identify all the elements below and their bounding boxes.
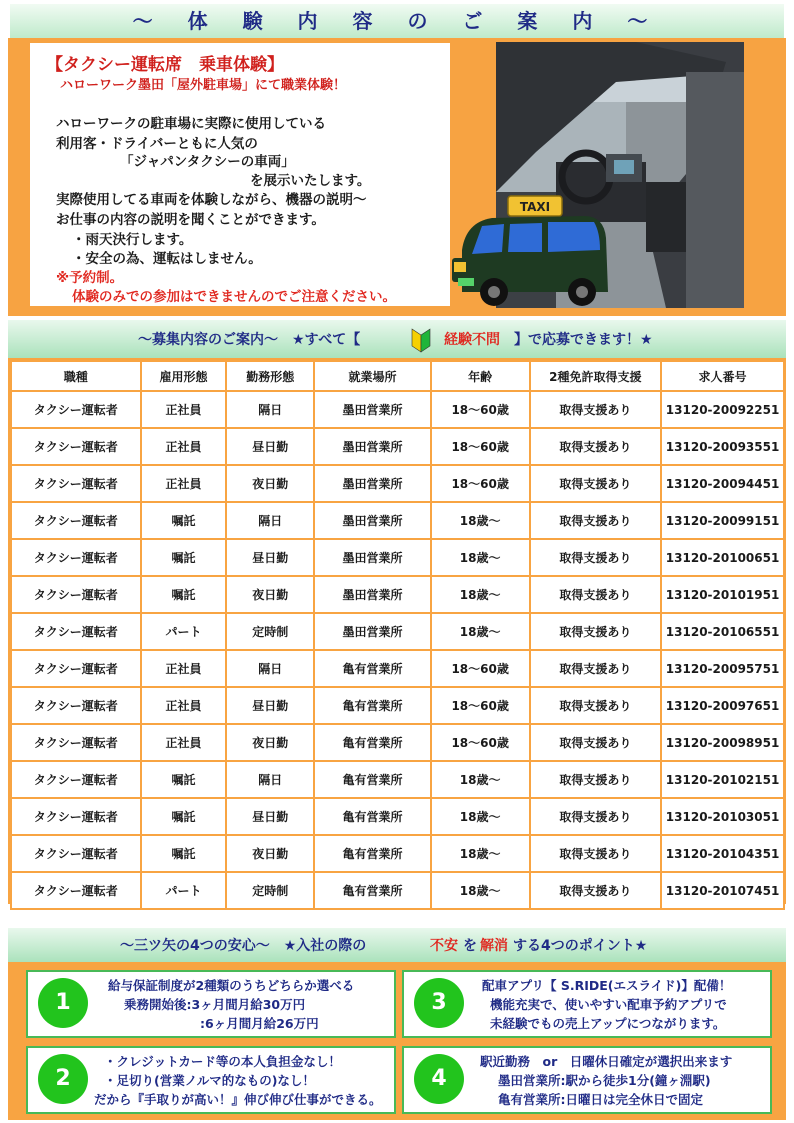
point-box-2 [26,1046,396,1114]
table-cell: 18歳～ [431,761,530,798]
table-row [11,798,784,835]
table-header-row [11,361,784,391]
table-cell: 13120-20094451 [661,465,784,502]
table-cell: 18歳～ [431,835,530,872]
intro-line: 「ジャパンタクシーの車両」 [120,154,295,170]
table-cell: 取得支援あり [530,872,662,909]
participation-note: 体験のみでの参加はできませんのでご注意ください。 [72,289,396,305]
intro-line: ・雨天決行します。 [72,232,193,248]
table-cell: 墨田営業所 [314,428,431,465]
recruit-heading-highlight: 経験不問 [444,332,500,348]
table-cell: 昼日勤 [226,798,314,835]
table-row [11,650,784,687]
table-cell: 18歳～ [431,872,530,909]
column-header: 勤務形態 [226,361,314,391]
point-line: 給与保証制度が2種類のうちどちらか選べる [108,978,355,993]
table-cell: 正社員 [141,724,227,761]
point-line: 乗務開始後:3ヶ月間月給30万円 [124,997,306,1012]
table-cell: 13120-20101951 [661,576,784,613]
table-cell: 取得支援あり [530,761,662,798]
page-banner: ～ 体 験 内 容 の ご 案 内 ～ [10,4,784,38]
table-cell: 亀有営業所 [314,724,431,761]
table-cell: 18歳～ [431,576,530,613]
table-cell: 13120-20099151 [661,502,784,539]
table-row [11,391,784,428]
table-row [11,539,784,576]
table-cell: タクシー運転者 [11,724,141,761]
column-header: 就業場所 [314,361,431,391]
point-number: 2 [38,1054,88,1104]
table-row [11,428,784,465]
table-cell: タクシー運転者 [11,539,141,576]
table-cell: タクシー運転者 [11,872,141,909]
table-cell: タクシー運転者 [11,502,141,539]
point-box-3 [402,970,772,1038]
table-cell: タクシー運転者 [11,613,141,650]
table-cell: 取得支援あり [530,724,662,761]
table-cell: 嘱託 [141,835,227,872]
table-cell: 嘱託 [141,761,227,798]
table-cell: パート [141,613,227,650]
point-line: :6ヶ月間月給26万円 [200,1016,319,1031]
table-cell: 取得支援あり [530,687,662,724]
table-cell: 13120-20107451 [661,872,784,909]
intro-subtitle: ハローワーク墨田「屋外駐車場」にて職業体験！ [60,78,347,93]
table-cell: 隔日 [226,502,314,539]
table-cell: 墨田営業所 [314,502,431,539]
table-cell: 18歳～ [431,798,530,835]
table-cell: 嘱託 [141,576,227,613]
recruit-heading-text-c: 】で応募できます！★ [514,332,653,348]
point-box-1 [26,970,396,1038]
table-cell: タクシー運転者 [11,687,141,724]
table-row [11,761,784,798]
table-cell: 13120-20093551 [661,428,784,465]
table-cell: 定時制 [226,872,314,909]
table-cell: 夜日勤 [226,576,314,613]
table-cell: タクシー運転者 [11,391,141,428]
table-cell: タクシー運転者 [11,761,141,798]
point-line: 未経験でもの売上アップにつながります。 [490,1016,726,1031]
table-cell: 取得支援あり [530,539,662,576]
point-line: 墨田営業所:駅から徒歩1分(鐘ヶ淵駅) [498,1073,711,1088]
point-line: 亀有営業所:日曜日は完全休日で固定 [498,1092,703,1107]
table-cell: 18歳～ [431,613,530,650]
table-cell: 夜日勤 [226,724,314,761]
table-cell: 18歳～ [431,502,530,539]
table-row [11,502,784,539]
column-header: 職種 [11,361,141,391]
table-cell: タクシー運転者 [11,428,141,465]
table-cell: 取得支援あり [530,428,662,465]
table-cell: 夜日勤 [226,465,314,502]
table-cell: 昼日勤 [226,428,314,465]
table-cell: 18～60歳 [431,724,530,761]
table-row [11,576,784,613]
table-cell: 13120-20098951 [661,724,784,761]
table-cell: 正社員 [141,391,227,428]
table-cell: 18歳～ [431,539,530,576]
table-row [11,687,784,724]
point-number: 1 [38,978,88,1028]
point-line: 機能充実で、使いやすい配車予約アプリで [490,997,727,1012]
point-line: 駅近勤務 or 日曜休日確定が選択出来ます [480,1054,733,1069]
table-cell: 13120-20092251 [661,391,784,428]
table-cell: 墨田営業所 [314,613,431,650]
point-box-4 [402,1046,772,1114]
table-cell: 13120-20097651 [661,687,784,724]
table-cell: 墨田営業所 [314,465,431,502]
table-cell: 隔日 [226,650,314,687]
table-cell: 隔日 [226,391,314,428]
point-line: ・足切り(営業ノルマ的なもの)なし！ [104,1073,315,1088]
intro-line: ハローワークの駐車場に実際に使用している [56,116,326,132]
table-cell: 嘱託 [141,798,227,835]
table-cell: 18～60歳 [431,650,530,687]
table-cell: 取得支援あり [530,650,662,687]
taxi-illustration [444,192,614,308]
recruit-heading [8,320,786,360]
points-heading-text-c: を [463,938,477,954]
table-row [11,872,784,909]
table-row [11,613,784,650]
table-cell: 正社員 [141,465,227,502]
point-line: ・クレジットカード等の本人負担金なし！ [104,1054,341,1069]
intro-line: ・安全の為、運転はしません。 [72,251,262,267]
point-line: 配車アプリ【 S.RIDE(エスライド)】配備！ [482,978,732,993]
table-cell: 亀有営業所 [314,687,431,724]
table-cell: 嘱託 [141,502,227,539]
table-cell: 18～60歳 [431,687,530,724]
table-cell: 13120-20102151 [661,761,784,798]
points-heading [8,928,786,964]
table-cell: 墨田営業所 [314,391,431,428]
table-cell: 亀有営業所 [314,798,431,835]
points-heading-highlight-2: 解消 [480,938,508,954]
table-cell: 夜日勤 [226,835,314,872]
point-number: 4 [414,1054,464,1104]
table-cell: 墨田営業所 [314,576,431,613]
table-cell: 隔日 [226,761,314,798]
table-row [11,724,784,761]
point-line: だから『手取りが高い！』伸び伸び仕事ができる。 [94,1092,382,1107]
intro-line: お仕事の内容の説明を聞くことができます。 [56,212,325,228]
table-cell: 定時制 [226,613,314,650]
table-cell: 18～60歳 [431,465,530,502]
point-number: 3 [414,978,464,1028]
table-cell: タクシー運転者 [11,650,141,687]
table-cell: 昼日勤 [226,687,314,724]
reservation-note: ※予約制。 [56,270,124,286]
points-heading-text-a: ～三ツ矢の4つの安心～ ★入社の際の [120,938,367,954]
table-cell: 嘱託 [141,539,227,576]
table-cell: 取得支援あり [530,391,662,428]
table-cell: 13120-20095751 [661,650,784,687]
table-row [11,465,784,502]
table-cell: 正社員 [141,687,227,724]
recruit-heading-text-a: ～募集内容のご案内～ ★すべて【 [138,332,361,348]
table-cell: タクシー運転者 [11,798,141,835]
table-row [11,835,784,872]
table-cell: 墨田営業所 [314,539,431,576]
table-cell: 取得支援あり [530,576,662,613]
intro-title: 【タクシー運転席 乗車体験】 [46,55,284,75]
table-cell: 13120-20106551 [661,613,784,650]
table-cell: 取得支援あり [530,502,662,539]
table-cell: 13120-20103051 [661,798,784,835]
table-cell: タクシー運転者 [11,576,141,613]
column-header: 求人番号 [661,361,784,391]
table-cell: 昼日勤 [226,539,314,576]
table-cell: 18～60歳 [431,391,530,428]
table-cell: 正社員 [141,650,227,687]
points-heading-text-e: する4つのポイント★ [513,938,648,954]
table-cell: 取得支援あり [530,613,662,650]
table-cell: 亀有営業所 [314,650,431,687]
intro-line: 利用客・ドライバーともに人気の [56,136,258,152]
table-cell: 18～60歳 [431,428,530,465]
table-cell: 亀有営業所 [314,835,431,872]
beginner-mark-icon [408,327,434,353]
table-cell: 取得支援あり [530,465,662,502]
intro-line: 実際使用してる車両を体験しながら、機器の説明～ [56,192,367,208]
column-header: 2種免許取得支援 [530,361,662,391]
table-cell: 亀有営業所 [314,872,431,909]
job-table [10,360,785,910]
table-cell: タクシー運転者 [11,835,141,872]
table-cell: パート [141,872,227,909]
table-cell: 正社員 [141,428,227,465]
table-cell: 亀有営業所 [314,761,431,798]
table-cell: 取得支援あり [530,835,662,872]
points-heading-highlight-1: 不安 [430,938,458,954]
table-cell: 取得支援あり [530,798,662,835]
column-header: 雇用形態 [141,361,227,391]
column-header: 年齢 [431,361,530,391]
table-cell: 13120-20100651 [661,539,784,576]
taxi-sign-text: TAXI [519,200,551,214]
table-cell: タクシー運転者 [11,465,141,502]
table-cell: 13120-20104351 [661,835,784,872]
intro-line: を展示いたします。 [250,173,371,189]
